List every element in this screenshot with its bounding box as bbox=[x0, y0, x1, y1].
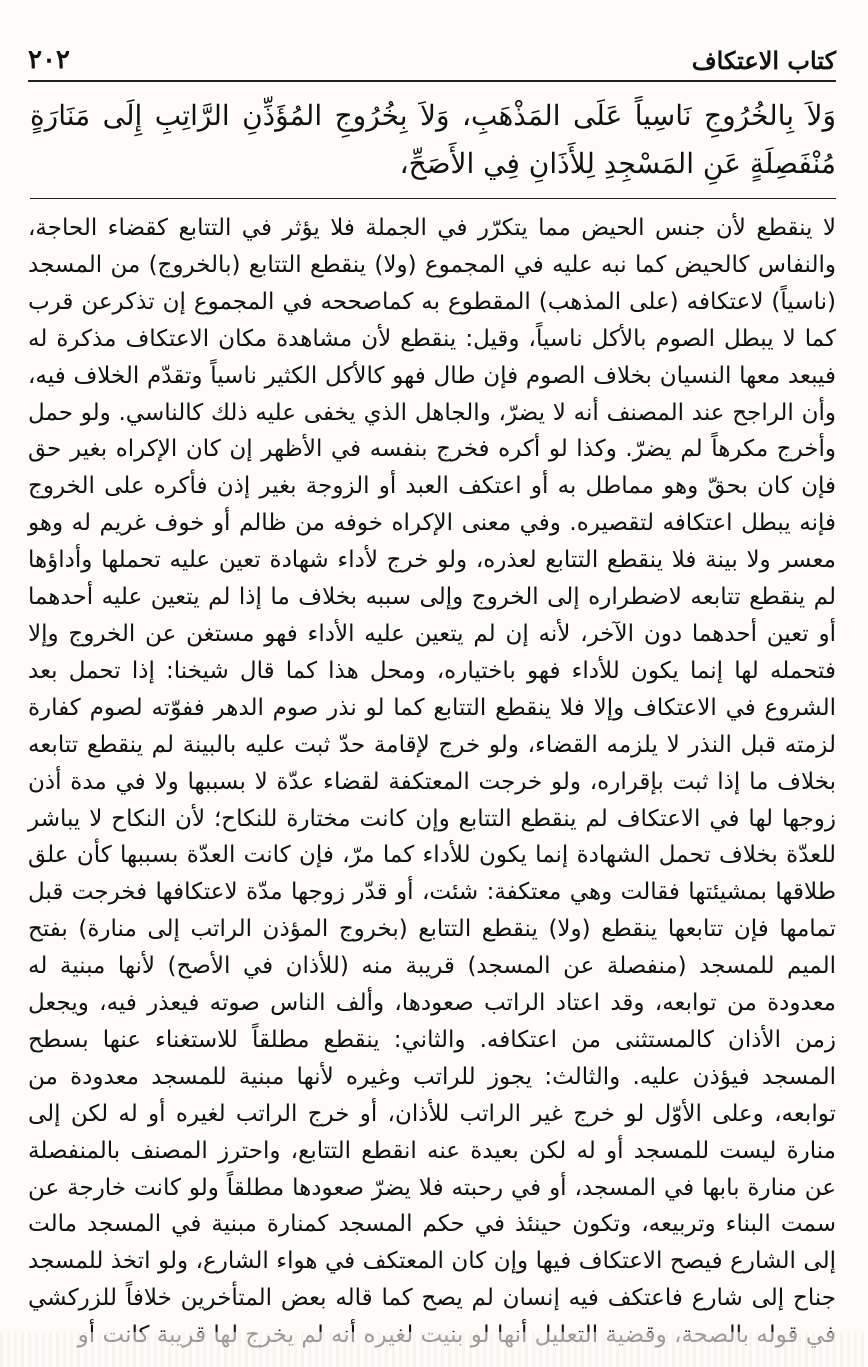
matn-paragraph: وَلاَ بِالخُرُوجِ نَاسِياً عَلَى المَذْهَبِ، وَلاَ بِخُرُوجِ المُؤَذِّنِ الرَّاتِبِ إِلَى مَنَارَةٍ مُنْفَصِلَةٍ عَنِ المَسْجِدِ لِلأَذَانِ فِي الأَصَحِّ، bbox=[30, 99, 836, 180]
page-header bbox=[28, 40, 836, 82]
commentary-paragraph: لا ينقطع لأن جنس الحيض مما يتكرّر في الجملة فلا يؤثر في التتابع كقضاء الحاجة، والنفاس كالحيض كما نبه عليه في المجموع (ولا) ينقطع التتابع (بالخروج) من المسجد (ناسياً) لاعتكافه (على المذهب) المقطوع به كماصححه في المجموع إن تذكرعن قرب كما لا يبطل الصوم بالأكل ناسياً، وقيل: ينقطع لأن مشاهدة مكان الاعتكاف مذكرة له فيبعد معها النسيان بخلاف الصوم فإن طال فهو كالأكل الكثير ناسياً وتقدّم الخلاف فيه، وأن الراجح عند المصنف أنه لا يضرّ، والجاهل الذي يخفى عليه ذلك كالناسي. ولو حمل وأخرج مكرهاً لم يضرّ. وكذا لو أكره فخرج بنفسه في الأظهر إن كان الإكراه بغير حق فإن كان بحقّ وهو مماطل به أو اعتكف العبد أو الزوجة بغير إذن فأكره على الخروج فإنه يبطل اعتكافه لتقصيره. وفي معنى الإكراه خوفه من ظالم أو خوف غريم له وهو معسر ولا بينة فلا ينقطع التتابع لعذره، ولو خرج لأداء شهادة تعين عليه تحملها وأداؤها لم ينقطع تتابعه لاضطراره إلى الخروج وإلى سببه بخلاف ما إذا لم يتعين عليه أحدهما أو تعين أحدهما دون الآخر، لأنه إن لم يتعين عليه الأداء فهو مستغن عن الخروج وإلا فتحمله لها إنما يكون للأداء فهو باختياره، ومحل هذا كما قال شيخنا: إذا تحمل بعد الشروع في الاعتكاف وإلا فلا ينقطع التتابع كما لو نذر صوم الدهر ففوّته لصوم كفارة لزمته قبل النذر لا يلزمه القضاء، ولو خرج لإقامة حدّ ثبت عليه بالبينة لم ينقطع تتابعه بخلاف ما إذا ثبت بإقراره، ولو خرجت المعتكفة لقضاء عدّة لا بسببها ولا في مدة أذن زوجها لها في الاعتكاف لم ينقطع التتابع وإن كانت مختارة للنكاح؛ لأن النكاح لا يباشر للعدّة بخلاف تحمل الشهادة إنما يكون للأداء كما مرّ، فإن كانت العدّة بسببها كأن علق طلاقها بمشيئتها فقالت وهي معتكفة: شئت، أو قدّر زوجها مدّة لاعتكافها فخرجت قبل تمامها فإن تتابعها ينقطع (ولا) ينقطع التتابع (بخروج المؤذن الراتب إلى منارة) بفتح الميم للمسجد (منفصلة عن المسجد) قريبة منه (للأذان في الأصح) لأنها مبنية له معدودة من توابعه، وقد اعتاد الراتب صعودها، وألف الناس صوته فيعذر فيه، ويجعل زمن الأذان كالمستثنى من اعتكافه. والثاني: ينقطع مطلقاً للاستغناء عنها بسطح المسجد فيؤذن عليه. والثالث: يجوز للراتب وغيره لأنها مبنية للمسجد معدودة من توابعه، وعلى الأوّل لو خرج غير الراتب للأذان، أو خرج الراتب لغيره أو له لكن إلى منارة ليست للمسجد أو له لكن بعيدة عنه انقطع التتابع، واحترز المصنف بالمنفصلة عن منارة بابها في المسجد، أو في رحبته فلا يضرّ صعودها مطلقاً ولو كانت خارجة عن سمت البناء وتربيعه، وتكون حينئذ في حكم المسجد كمنارة مبنية في المسجد مالت إلى الشارع فيصح الاعتكاف فيها وإن كان المعتكف في هواء الشارع، ولو اتخذ للمسجد جناح إلى شارع فاعتكف فيه إنسان لم يصح كما قاله بعض المتأخرين خلافاً للزركشي bbox=[28, 215, 836, 1312]
page-number: ٢٠٢ bbox=[28, 45, 70, 75]
commentary-text-block bbox=[28, 210, 836, 1318]
running-title: كتاب الاعتكاف bbox=[691, 45, 836, 75]
page-bottom-edge bbox=[0, 1332, 868, 1367]
matn-text-block bbox=[30, 92, 836, 199]
